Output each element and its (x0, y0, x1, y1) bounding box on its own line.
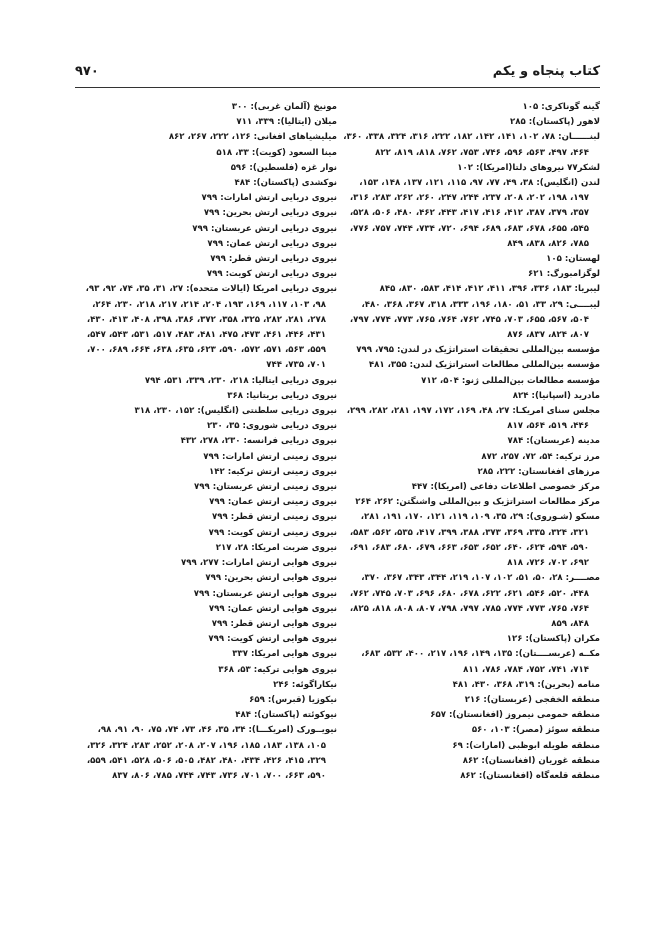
index-entry: نیروی زمینی ارتش عربستان: ۷۹۹ (194, 482, 337, 493)
index-entry: مرزهای افغانستان: ۲۲۲، ۲۸۵ (477, 466, 600, 477)
index-entry: نیروی زمینی ارتش قطر: ۷۹۹ (211, 512, 337, 523)
index-entry: نیروی زمینی ارتش امارات: ۷۹۹ (203, 451, 337, 462)
index-entry: نیروی هوایی ارتش قطر: ۷۹۹ (211, 618, 337, 629)
index-entry: نیروی دریایی ارتش قطر: ۷۹۹ (210, 254, 337, 265)
index-entry: مدینه (عربستان): ۷۸۴ (507, 436, 600, 447)
index-entry: مصــــر: ۲۸، ۵۰، ۵۱، ۱۰۲، ۱۰۷، ۲۱۹، ۳۴۴، ۳۴۳، ۳۶۷، ۳۷۰، ۴۴۸، ۵۲۰، ۵۴۶، ۶۲۱، ۶۲۲، ۶۷۸، ۶۸۰، ۶۹۶، ۷۰۳، ۷۴۵، ۷۶۲، ۷۶۴، ۷۶۵، ۷۷۳، ۷۷۴، ۷۸۵، ۷۹۷، ۷۹۸، ۸۰۷، ۸۰۸، ۸۱۸، ۸۲۵، ۸۴۸، ۸۵۹ (349, 573, 600, 629)
index-entry: مکران (پاکستان): ۱۲۶ (506, 634, 600, 645)
index-entry: منطقه قلعه‌گاه (افغانستان): ۸۶۲ (460, 770, 600, 781)
index-entry: منطقه حمومی نیمروز (افغانستان): ۶۵۷ (430, 710, 600, 721)
index-entry: نیروی دریایی ارتش امارات: ۷۹۹ (201, 193, 337, 204)
index-entry: منامه (بحرین): ۳۱۹، ۳۶۸، ۴۳۰، ۴۸۱ (452, 679, 600, 690)
index-entry: نیروی هوایی ارتش امارات: ۲۷۷، ۷۹۹ (181, 558, 337, 569)
index-entry: لبنــــــان: ۷۸، ۱۰۲، ۱۴۱، ۱۴۲، ۱۸۲، ۲۲۲، ۳۱۶، ۳۲۴، ۳۳۸، ۳۶۰، ۴۶۴، ۴۹۷، ۵۶۳، ۵۹۶، ۷۴۶، ۷۵۳، ۷۶۲، ۸۱۸، ۸۱۹، ۸۲۲ (343, 132, 600, 158)
index-entry: مؤسسه مطالعات بین‌المللی ژنو: ۵۰۴، ۷۱۲ (421, 375, 600, 386)
index-entry: مسکو (شـوروی): ۲۹، ۳۵، ۱۰۹، ۱۱۹، ۱۲۱، ۱۷۰، ۱۹۱، ۲۸۱، ۳۲۱، ۳۲۴، ۳۳۵، ۳۶۹، ۳۷۳، ۳۸۸، ۳۹۹، ۴۱۷، ۵۳۵، ۵۶۲، ۵۸۳، ۵۹۰، ۵۹۴، ۶۲۴، ۶۴۰، ۶۵۲، ۶۵۳، ۶۶۳، ۶۷۹، ۶۸۰، ۶۸۳، ۶۹۱، ۶۹۲، ۷۰۲، ۷۲۶، ۸۱۸ (349, 512, 600, 569)
index-entry: نیروی دریایی بریتانیا: ۳۶۸ (227, 390, 337, 401)
index-entry: مرکز خصوصی اطلاعات دفاعی (امریکا): ۴۴۷ (411, 482, 600, 493)
index-entry: نیروی دریایی ارتش عربستان: ۷۹۹ (192, 223, 337, 234)
index-entry: نیروی هوایی ارتش کویت: ۷۹۹ (208, 634, 337, 645)
index-entry: لهستان: ۱۰۵ (546, 254, 600, 265)
index-entry: مؤسسه بین‌المللی مطالعات استراتژیک لندن: ۳۵۵، ۴۸۱ (368, 360, 600, 371)
index-entry: لشکر۷۷ نیروهای دلتا(امریکا): ۱۰۲ (457, 162, 600, 173)
index-entry: مرز ترکیه: ۵۴، ۷۲، ۲۵۷، ۸۷۲ (481, 451, 600, 462)
index-column-right (340, 100, 600, 784)
index-entry: نوار غزه (فلسطین): ۵۹۶ (230, 162, 337, 173)
page-header (75, 62, 600, 84)
index-entry: نیروی هوایی ارتش بحرین: ۷۹۹ (205, 573, 337, 584)
index-entry: نیروی هوایی ارتش عربستان: ۷۹۹ (193, 588, 337, 599)
index-entry: نیروی دریایی شوروی: ۳۵، ۲۳۰ (207, 421, 337, 432)
index-entry: منطقه سوئز (مصر): ۱۰۳، ۵۶۰ (471, 725, 600, 736)
index-entry: مکــه (عربســــتان): ۱۳۵، ۱۴۹، ۱۹۶، ۲۱۷، ۴۰۰، ۵۳۲، ۶۸۳، ۷۱۴، ۷۴۱، ۷۵۲، ۷۸۴، ۷۸۶، ۸۱۱ (361, 649, 600, 675)
header-divider (75, 87, 600, 88)
index-entry: نیروی زمینی ارتش ترکیه: ۱۴۲ (209, 466, 337, 477)
index-entry: نیروی زمینی ارتش کویت: ۷۹۹ (208, 527, 337, 538)
index-entry: مادرید (اسپانیا): ۸۲۴ (512, 390, 600, 401)
index-entry: مرکز مطالعات استراتژیک و بین‌المللی واشنگتن: ۲۶۲، ۲۶۴ (355, 497, 600, 508)
index-entry: میلیشیاهای افغانی: ۱۲۶، ۲۲۲، ۲۶۷، ۸۶۲ (168, 132, 337, 143)
index-entry: نیروی دریایی سلطنتی (انگلیس): ۱۵۲، ۲۳۰، ۳۱۸ (134, 406, 337, 417)
index-column-left (77, 100, 337, 784)
index-entry: نیوکوئته (پاکستان): ۴۸۴ (235, 710, 337, 721)
index-entry: نوکشدی (پاکستان): ۴۸۴ (234, 178, 337, 189)
index-entry: نیروی دریایی امریکا (ایالات متحده): ۲۷، ۳۱، ۳۵، ۷۴، ۹۲، ۹۳، ۹۸، ۱۰۳، ۱۱۷، ۱۶۹، ۱۹۳، ۲۰۴، ۲۱۴، ۲۱۷، ۲۱۸، ۲۳۰، ۲۶۴، ۲۷۸، ۲۸۱، ۲۸۲، ۳۲۵، ۳۵۸، ۳۷۲، ۳۸۶، ۳۹۸، ۴۰۸، ۴۱۳، ۴۳۰، ۴۳۱، ۴۴۶، ۴۶۱، ۴۷۳، ۴۷۵، ۴۸۱، ۴۸۳، ۵۱۷، ۵۳۱، ۵۴۳، ۵۴۷، ۵۵۹، ۵۶۳، ۵۷۱، ۵۷۲، ۵۹۰، ۶۲۳، ۶۳۵، ۶۳۸، ۶۶۴، ۶۸۹، ۷۰۰، ۷۰۱، ۷۳۵، ۷۴۴ (85, 284, 337, 371)
page-number: ۹۷۰ (75, 64, 99, 79)
index-entry: نیروی دریایی ارتش عمان: ۷۹۹ (207, 238, 337, 249)
index-entry: نیکاراگوئه: ۲۴۶ (273, 679, 337, 690)
index-entry: نیروی ضربت امریکا: ۲۸، ۲۱۷ (215, 542, 337, 553)
index-entry: لیبــــی: ۲۹، ۳۳، ۵۱، ۱۸۰، ۱۹۶، ۳۳۳، ۳۱۸، ۳۶۷، ۳۶۸، ۴۸۰، ۵۰۴، ۵۶۷، ۶۵۵، ۷۰۳، ۷۴۵، ۷۶۲، ۷۶۴، ۷۶۵، ۷۷۳، ۷۷۴، ۷۹۷، ۸۰۷، ۸۲۴، ۸۳۷، ۸۷۶ (349, 299, 600, 341)
index-entry: لاهور (پاکستان): ۲۸۵ (510, 117, 600, 128)
index-entry: منطقه طویله ابوظبی (امارات): ۶۹ (452, 740, 600, 751)
index-entry: نیکوزیا (قبرس): ۶۵۹ (249, 694, 337, 705)
index-entry: میلان (ایتالیا): ۳۳۹، ۷۱۱ (236, 117, 337, 128)
index-entry: منطقه غوریان (افغانستان): ۸۶۲ (462, 755, 600, 766)
index-entry: نیروی هوایی امریکا: ۳۳۷ (232, 649, 337, 660)
index-entry: نیروی دریایی ارتش بحرین: ۷۹۹ (203, 208, 337, 219)
index-entry: گینه گوناکری: ۱۰۵ (522, 102, 600, 112)
index-entry: لوگزامبورگ: ۶۲۱ (527, 269, 600, 280)
book-title: کتاب پنجاه و یکم (492, 64, 600, 79)
index-entry: نیویــورک (امریکـــا): ۳۴، ۳۵، ۴۶، ۷۳، ۷۴، ۷۵، ۹۰، ۹۱، ۹۸، ۱۰۵، ۱۳۸، ۱۸۳، ۱۸۵، ۱۹۶، ۲۰۷، ۲۰۸، ۲۵۲، ۲۸۳، ۳۲۴، ۳۲۶، ۳۲۹، ۴۱۵، ۴۲۶، ۴۳۴، ۴۸۰، ۴۸۲، ۵۰۵، ۵۰۶، ۵۲۸، ۵۴۱، ۵۵۹، ۵۹۰، ۶۶۳، ۷۰۰، ۷۰۱، ۷۳۶، ۷۴۳، ۷۴۴، ۷۸۵، ۸۰۶، ۸۳۷ (86, 725, 337, 781)
index-entry: لیبریا: ۱۸۳، ۳۳۶، ۳۹۶، ۴۱۱، ۴۱۲، ۴۱۴، ۵۸۳، ۸۳۰، ۸۴۵ (379, 284, 600, 295)
index-entry: نیروی دریایی ایتالیا: ۲۱۸، ۲۳۰، ۳۳۹، ۵۳۱، ۷۹۴ (144, 375, 337, 386)
index-entry: نیروی هوایی ترکیه: ۵۳، ۳۶۸ (218, 664, 337, 675)
index-entry: مینا السعود (کویت): ۳۳، ۵۱۸ (216, 147, 337, 158)
index-entry: مونیخ (آلمان غربی): ۳۰۰ (231, 102, 337, 112)
index-entry: نیروی هوایی ارتش عمان: ۷۹۹ (208, 603, 337, 614)
index-entry: لندن (انگلیس): ۳۸، ۴۹، ۷۷، ۹۷، ۱۱۵، ۱۲۱، ۱۳۷، ۱۴۸، ۱۵۳، ۱۹۷، ۱۹۸، ۲۰۲، ۲۰۸، ۲۳۷، ۲۴۴، ۲۴۷، ۲۶۰، ۲۶۲، ۲۸۳، ۳۱۶، ۳۵۷، ۳۷۹، ۳۸۷، ۴۱۲، ۴۱۶، ۴۱۷، ۴۴۳، ۴۶۲، ۴۸۰، ۵۰۶، ۵۲۸، ۵۴۵، ۶۵۵، ۶۷۸، ۶۸۳، ۶۸۹، ۶۹۴، ۷۲۰، ۷۳۴، ۷۴۴، ۷۵۷، ۷۷۶، ۷۸۵، ۸۲۶، ۸۳۸، ۸۴۹ (349, 178, 600, 249)
index-entry: نیروی دریایی ارتش کویت: ۷۹۹ (206, 269, 337, 280)
index-entry: نیروی دریایی فرانسه: ۲۳۰، ۲۷۸، ۴۳۲ (180, 436, 337, 447)
index-entry: منطقه الخفجی (عربستان): ۲۱۶ (464, 694, 600, 705)
index-entry: مؤسسه بین‌المللی تحقیقات استراتژیک در لندن: ۷۹۵، ۷۹۹ (356, 345, 600, 356)
index-entry: نیروی زمینی ارتش عمان: ۷۹۹ (209, 497, 337, 508)
index-entry: مجلس سنای امریکـا: ۲۷، ۴۸، ۱۶۹، ۱۷۲، ۱۹۷، ۲۸۱، ۲۸۲، ۲۹۹، ۴۴۶، ۵۱۹، ۵۶۴، ۸۱۷ (346, 406, 600, 432)
